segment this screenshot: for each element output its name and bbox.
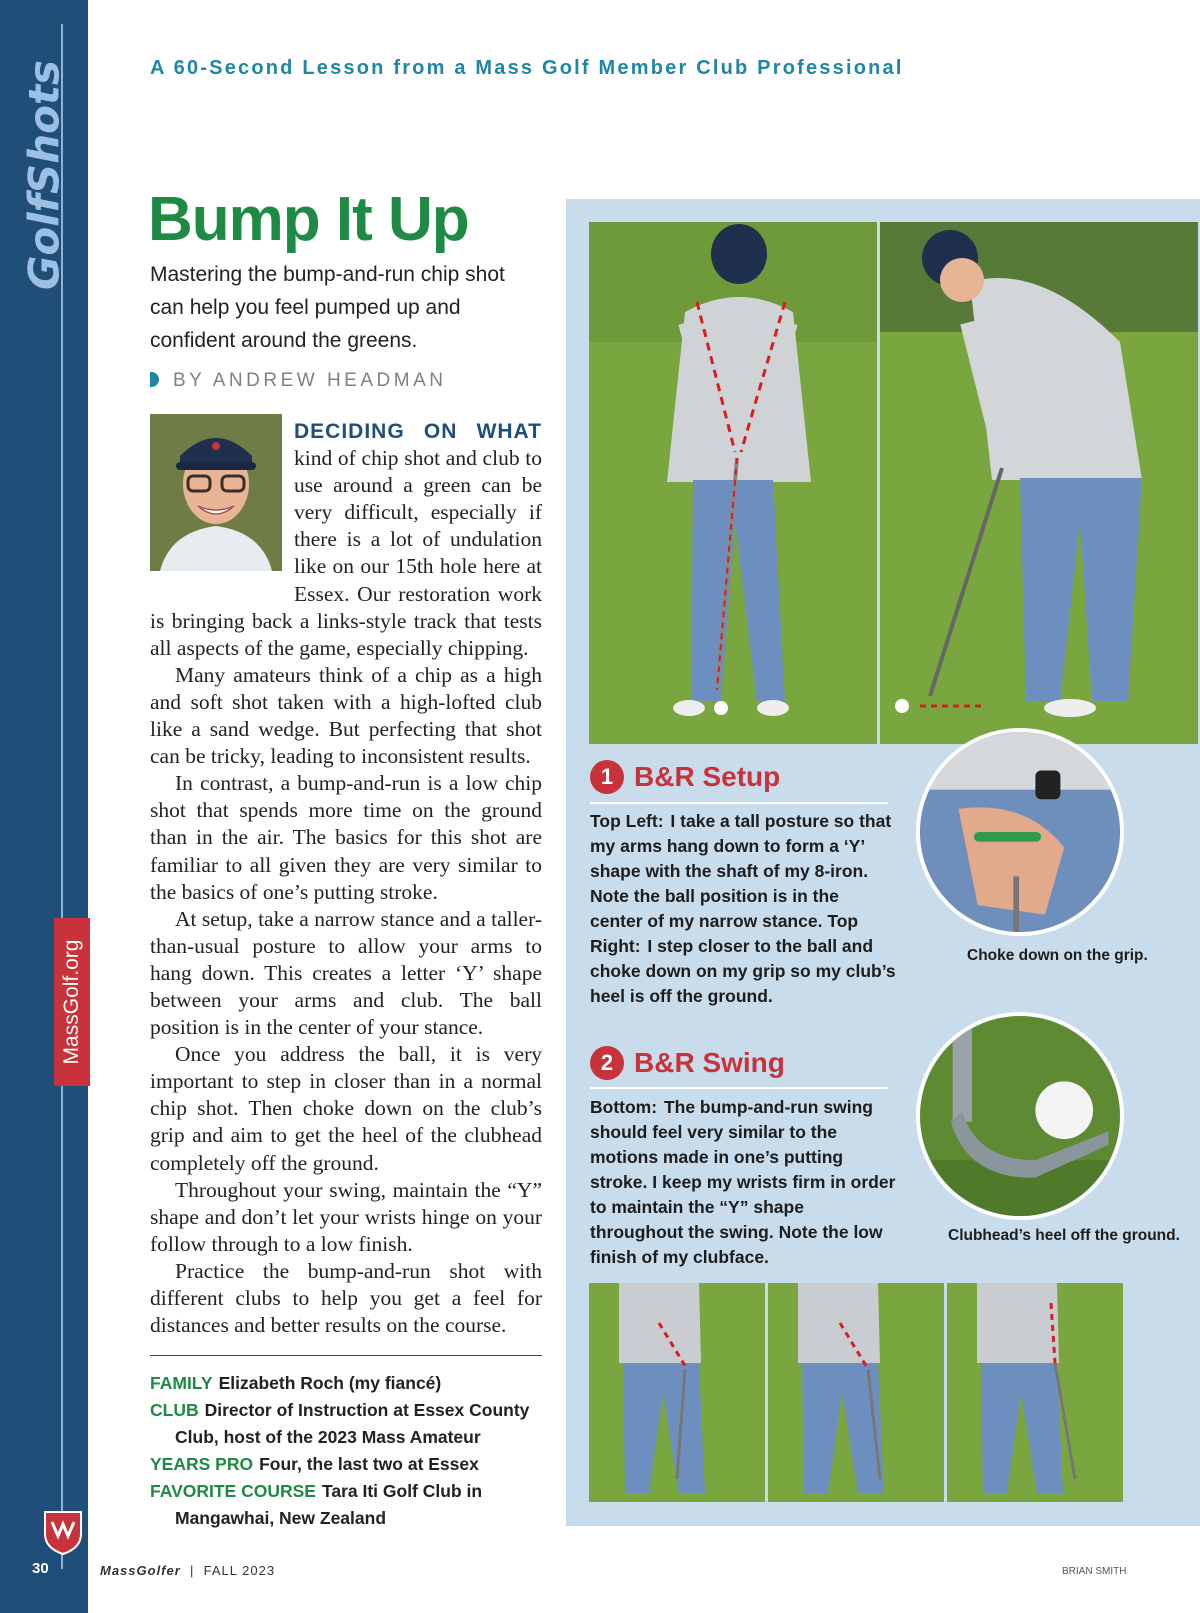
fact-label: YEARS PRO (150, 1454, 254, 1474)
clubhead-closeup-photo (916, 1012, 1124, 1220)
portrait-spacer (150, 418, 294, 585)
website-text: MassGolf.org (60, 939, 83, 1065)
step-number-badge: 1 (590, 760, 624, 794)
paragraph-3: In contrast, a bump-and-run is a low chip shot that spends more time on the ground than in the air. The basics for this shot are familiar to all given they are very similar to the basics of one’s putting stroke. (150, 771, 542, 904)
fact-value: Four, the last two at Essex (259, 1454, 479, 1474)
fact-label: FAVORITE COURSE (150, 1481, 316, 1501)
fact-favorite-course (150, 1478, 550, 1532)
fact-label: CLUB (150, 1400, 199, 1420)
step-2-inset-caption: Clubhead’s heel off the ground. (948, 1227, 1180, 1244)
caption-label: Top Left: (590, 811, 664, 831)
paragraph-5: Once you address the ball, it is very important to step in closer than in a normal chip shot. Then choke down on the club’s grip and aim to get the heel of the clubhead completely off the ground. (150, 1042, 542, 1175)
grip-closeup-photo (916, 728, 1124, 936)
step-title: B&R Swing (634, 1047, 785, 1078)
mass-golf-shield-logo (42, 1508, 84, 1556)
paragraph-7: Practice the bump-and-run shot with different clubs to help you get a feel for distances and better results on the course. (150, 1258, 542, 1338)
issue-name: FALL 2023 (203, 1563, 276, 1578)
fact-value: Tara Iti Golf Club in Mangawhai, New Zealand (175, 1481, 483, 1528)
magazine-name: MassGolfer (100, 1563, 181, 1578)
paragraph-2: Many amateurs think of a chip as a high and soft shot taken with a high-lofted club like a sand wedge. But perfecting that shot can be tricky, leading to inconsistent results. (150, 662, 542, 769)
step-number-badge: 2 (590, 1046, 624, 1080)
step-1-inset-caption: Choke down on the grip. (967, 947, 1148, 964)
website-tab (54, 918, 90, 1086)
byline (150, 370, 446, 392)
article-deck: Mastering the bump-and-run chip shot can help you feel pumped up and confident around the greens. (150, 263, 505, 352)
fact-years-pro (150, 1451, 550, 1478)
step-title: B&R Setup (634, 761, 781, 792)
footer-publication: MassGolfer | FALL 2023 (100, 1563, 276, 1578)
step-1-rule (590, 802, 888, 804)
step-2-heading (590, 1046, 785, 1080)
article-title: Bump It Up (148, 185, 469, 254)
article-body (150, 418, 542, 1339)
paragraph-1-text: kind of chip shot and club to use around a green can be very difficult, especially if there is a lot of undulation like on our 15th hole here at Essex. Our restoration work is bringing back a links-style track that tests all aspects of the game, especially chipping. (150, 446, 542, 660)
lead-in: DECIDING ON WHAT (294, 420, 542, 443)
fact-value: Director of Instruction at Essex County Club, host of the 2023 Mass Amateur (175, 1400, 530, 1447)
swing-photo-finish (947, 1283, 1123, 1502)
step-2-rule (590, 1087, 888, 1089)
fact-value: Elizabeth Roch (my fiancé) (218, 1373, 442, 1393)
kicker: A 60-Second Lesson from a Mass Golf Member Club Professional (150, 57, 904, 79)
caption-text: I take a tall posture so that my arms hang down to form a ‘Y’ shape with the shaft of my 8-iron. Note the ball position is in the center of my narrow stance. (590, 811, 892, 931)
caption-text: I step closer to the ball and choke down on my grip so my club’s heel is off the ground. (590, 936, 896, 1006)
facts-divider (150, 1355, 542, 1356)
byline-text: BY ANDREW HEADMAN (173, 370, 447, 391)
page-number: 30 (32, 1560, 49, 1577)
step-1-caption (590, 809, 896, 1009)
section-title: GolfShots (19, 59, 69, 291)
swing-photo-impact (768, 1283, 944, 1502)
paragraph-4: At setup, take a narrow stance and a taller-than-usual posture to allow your arms to hang down. This creates a letter ‘Y’ shape between your arms and club. The ball position is in the center of your stance. (150, 906, 542, 1040)
setup-photo-side (880, 222, 1198, 744)
caption-label: Top Right: (590, 911, 859, 956)
step-1-heading (590, 760, 780, 794)
paragraph-6: Throughout your swing, maintain the “Y” shape and don’t let your wrists hinge on your follow through to a low finish. (150, 1177, 542, 1256)
byline-marker (150, 372, 159, 387)
fact-label: FAMILY (150, 1373, 213, 1393)
photo-credit: BRIAN SMITH (1062, 1566, 1127, 1577)
caption-label: Bottom: (590, 1097, 658, 1117)
caption-text: The bump-and-run swing should feel very similar to the motions made in one’s putting stroke. I keep my wrists firm in order to maintain the “Y” shape throughout the swing. Note the low finish of my clubface. (590, 1097, 896, 1267)
fact-club (150, 1397, 550, 1451)
fact-family (150, 1370, 550, 1397)
author-facts (150, 1370, 550, 1532)
step-2-caption (590, 1095, 896, 1270)
setup-photo-front (589, 222, 877, 744)
swing-photo-address (589, 1283, 765, 1502)
